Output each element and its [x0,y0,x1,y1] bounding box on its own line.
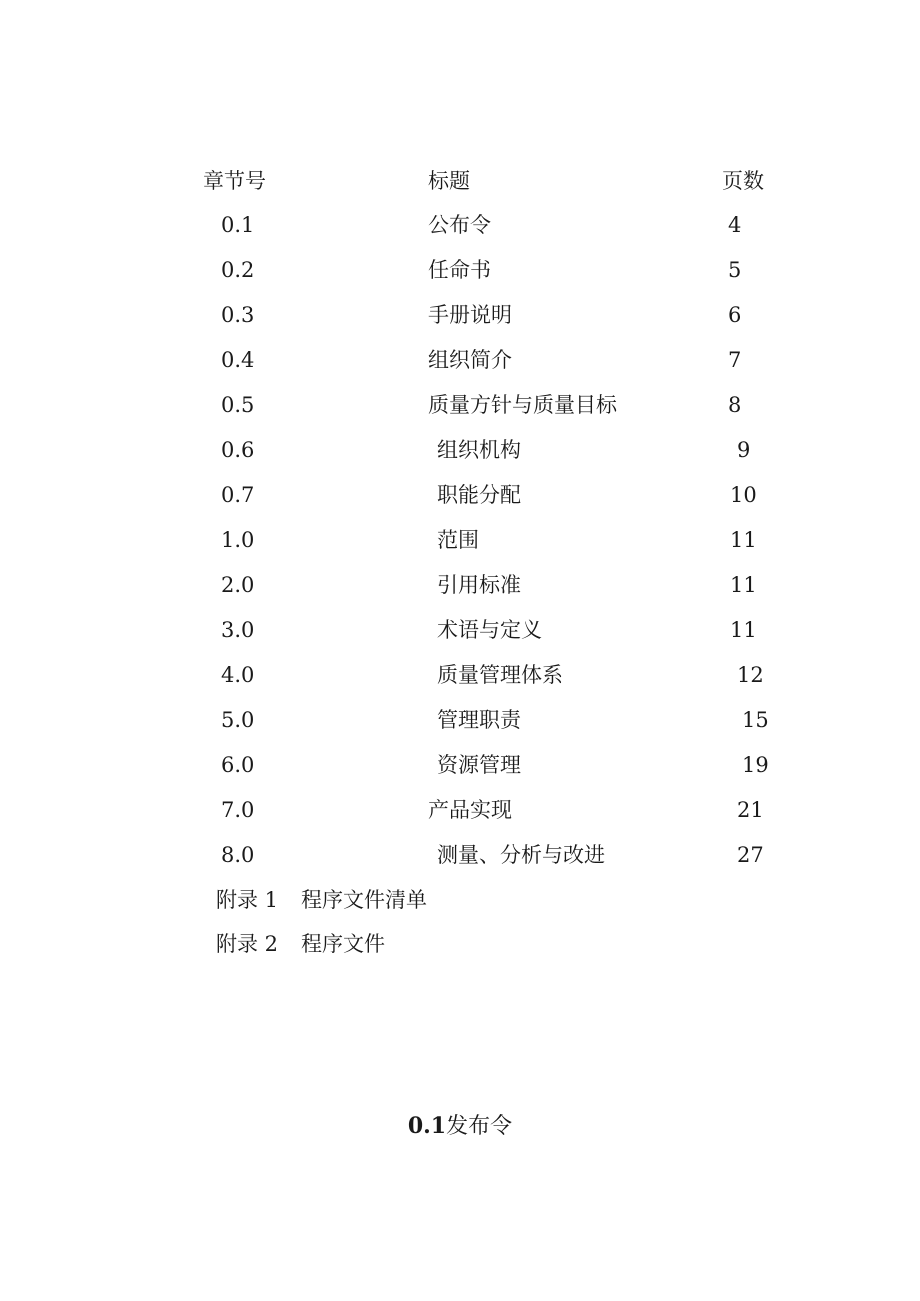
toc-row-page: 9 [737,438,751,462]
toc-row-title: 术语与定义 [437,618,542,642]
toc-row-title: 范围 [437,528,479,552]
toc-row [0,300,920,330]
toc-row [0,210,920,240]
toc-row-section: 5.0 [221,708,255,732]
toc-row-title: 职能分配 [437,483,521,507]
toc-row [0,840,920,870]
toc-row-title: 产品实现 [428,798,512,822]
toc-row-page: 5 [728,258,742,282]
toc-row-section: 8.0 [221,843,255,867]
toc-row-page: 27 [737,843,764,867]
toc-row-title: 公布令 [428,213,491,237]
toc-header-section: 章节号 [203,169,266,193]
toc-row [0,480,920,510]
toc-row [0,345,920,375]
toc-row-title: 测量、分析与改进 [437,843,605,867]
toc-row-title: 组织简介 [428,348,512,372]
toc-row [0,570,920,600]
toc-row [0,390,920,420]
toc-row-section: 6.0 [221,753,255,777]
toc-row-page: 10 [730,483,757,507]
toc-header [0,166,920,196]
appendix-item [216,885,716,915]
toc-row-page: 8 [728,393,742,417]
appendix-title: 程序文件 [301,932,385,956]
toc-row-page: 21 [737,798,764,822]
toc-row-page: 4 [728,213,742,237]
toc-row-section: 0.1 [221,213,255,237]
toc-row-page: 6 [728,303,742,327]
toc-row-page: 12 [737,663,764,687]
toc-row-title: 手册说明 [428,303,512,327]
toc-row-title: 质量方针与质量目标 [428,393,617,417]
appendix-item [216,929,716,959]
toc-header-page: 页数 [722,169,764,193]
toc-row-section: 0.3 [221,303,255,327]
toc-row-section: 0.4 [221,348,255,372]
toc-header-title: 标题 [428,169,470,193]
toc-row [0,435,920,465]
toc-row-section: 0.2 [221,258,255,282]
toc-row-section: 7.0 [221,798,255,822]
toc-row-title: 任命书 [428,258,491,282]
toc-row-page: 7 [728,348,742,372]
toc-row-title: 引用标准 [437,573,521,597]
section-heading-title: 发布令 [446,1114,513,1139]
toc-row-section: 0.5 [221,393,255,417]
toc-row-section: 0.6 [221,438,255,462]
toc-row-page: 15 [742,708,769,732]
section-heading [0,1110,920,1143]
toc-row-title: 资源管理 [437,753,521,777]
toc-row-page: 19 [742,753,769,777]
toc-row-section: 2.0 [221,573,255,597]
toc-row [0,660,920,690]
toc-row-page: 11 [730,528,757,552]
toc-row [0,525,920,555]
toc-row [0,705,920,735]
appendix-label: 附录 2 [216,932,279,956]
toc-row [0,795,920,825]
appendix-label: 附录 1 [216,888,279,912]
toc-row-section: 4.0 [221,663,255,687]
toc-row-page: 11 [730,573,757,597]
toc-row-page: 11 [730,618,757,642]
toc-row-title: 质量管理体系 [437,663,563,687]
toc-row-title: 管理职责 [437,708,521,732]
section-heading-number: 0.1 [407,1113,447,1139]
toc-row [0,615,920,645]
toc-row-section: 1.0 [221,528,255,552]
toc-row-section: 0.7 [221,483,255,507]
appendix-title: 程序文件清单 [301,888,427,912]
toc-row [0,750,920,780]
toc-row-title: 组织机构 [437,438,521,462]
toc-row [0,255,920,285]
toc-row-section: 3.0 [221,618,255,642]
